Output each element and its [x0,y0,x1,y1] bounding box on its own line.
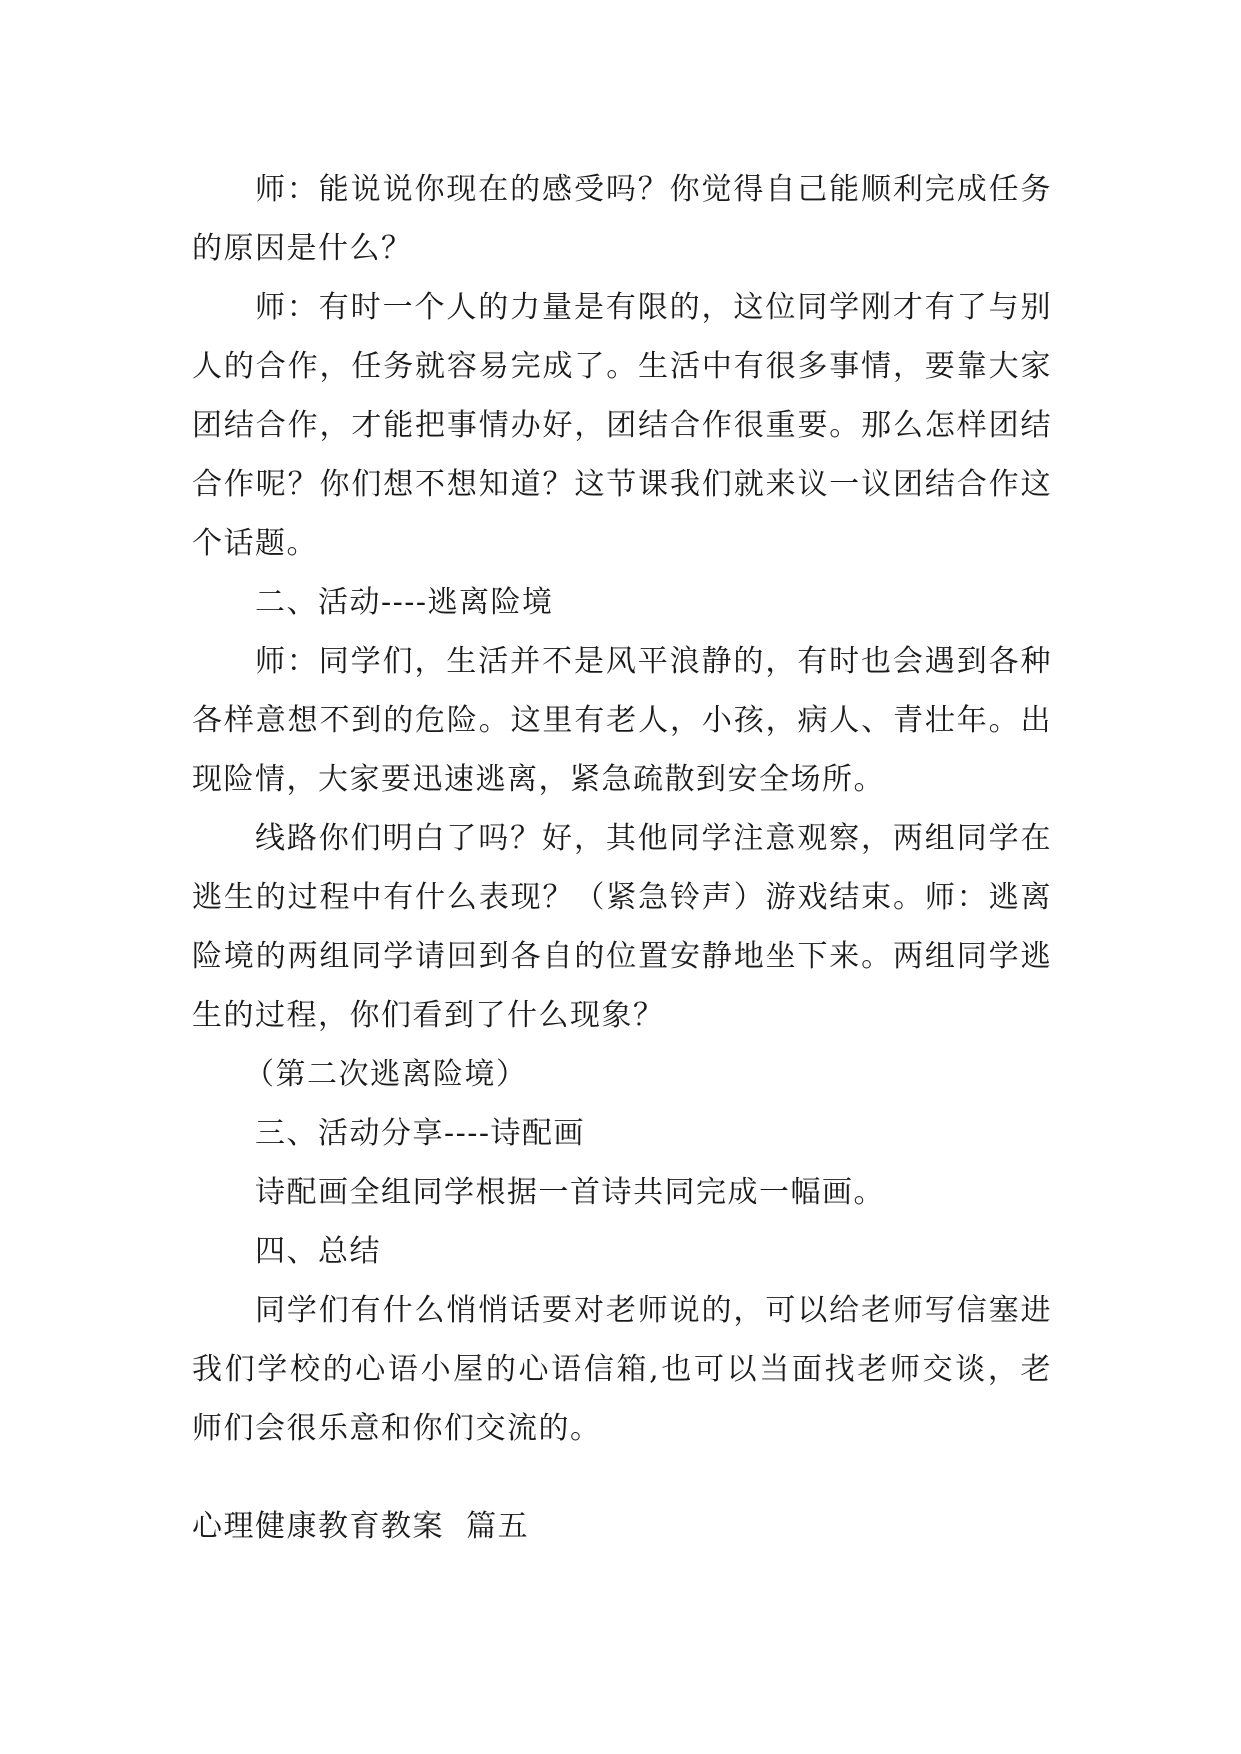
paragraph-escape-route: 线路你们明白了吗？好，其他同学注意观察，两组同学在逃生的过程中有什么表现？（紧急铃声）游戏结束。师：逃离险境的两组同学请回到各自的位置安静地坐下来。两组同学逃生的过程，你们看到了什么现象？ [192,821,1052,1033]
paragraph-summary: 同学们有什么悄悄话要对老师说的，可以给老师写信塞进我们学校的心语小屋的心语信箱,也可以当面找老师交谈，老师们会很乐意和你们交流的。 [192,1293,1052,1446]
heading-activity-share: 三、活动分享----诗配画 [255,1116,586,1151]
paragraph-poem-painting: 诗配画全组同学根据一首诗共同完成一幅画。 [255,1175,885,1210]
document-body [192,160,1052,1458]
heading-activity-escape: 二、活动----逃离险境 [255,585,554,620]
paragraph-teacher-question: 师：能说说你现在的感受吗？你觉得自己能顺利完成任务的原因是什么？ [192,172,1052,266]
paragraph-second-escape: （第二次逃离险境） [244,1057,528,1092]
heading-summary: 四、总结 [255,1234,381,1269]
paragraph-teacher-cooperation: 师：有时一个人的力量是有限的，这位同学刚才有了与别人的合作，任务就容易完成了。生活中有很多事情，要靠大家团结合作，才能把事情办好，团结合作很重要。那么怎样团结合作呢？你们想不想知道？这节课我们就来议一议团结合作这个话题。 [192,290,1052,561]
paragraph-teacher-danger: 师：同学们，生活并不是风平浪静的，有时也会遇到各种各样意想不到的危险。这里有老人，小孩，病人、青壮年。出现险情，大家要迅速逃离，紧急疏散到安全场所。 [192,644,1052,797]
section-title: 心理健康教育教案 篇五 [192,1509,530,1544]
